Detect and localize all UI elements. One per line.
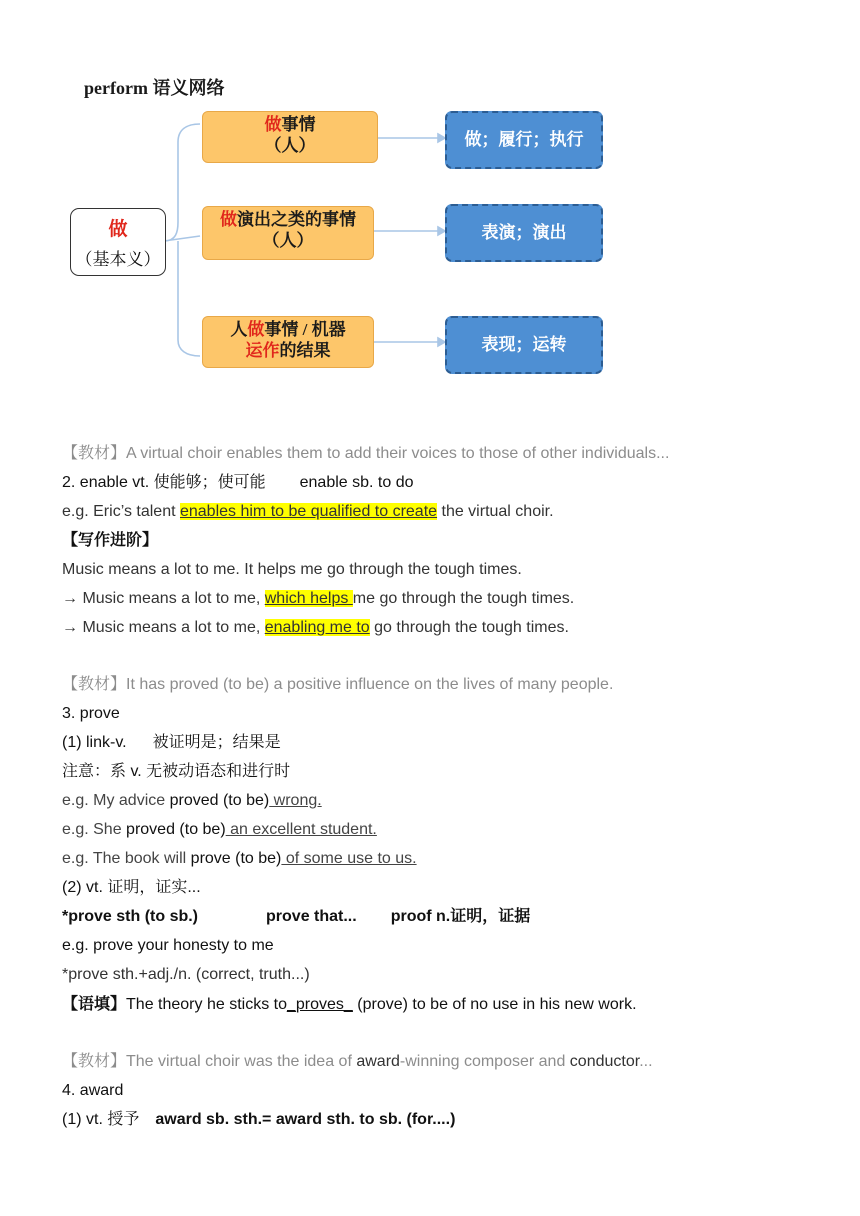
quote-3-end: ...: [639, 1053, 653, 1070]
example-enable-highlight: enables him to be qualified to create: [179, 503, 438, 520]
rewrite-2-end: go through the tough times.: [369, 619, 569, 636]
bracket-curve: [164, 124, 200, 356]
branch-2-keyword: 做: [220, 210, 237, 229]
branch-node-1: [202, 111, 378, 163]
prove-example-3-end: of some use to us.: [281, 850, 417, 867]
entry-prove: 3. prove: [62, 705, 120, 722]
fill-blank-exercise: [62, 994, 637, 1016]
meaning-node-1: 做；履行；执行: [445, 111, 603, 169]
award-sense-1-pattern: award sb. sth.= award sth. to sb. (for....): [155, 1111, 456, 1128]
prove-example-2-start: e.g. She: [62, 821, 127, 838]
fill-blank-start: The theory he sticks to: [126, 996, 287, 1013]
diagram-title: perform 语义网络: [84, 78, 225, 98]
arrow-1: [378, 134, 445, 142]
award-sense-1: [62, 1109, 455, 1131]
prove-example-1-start: e.g. My advice: [62, 792, 170, 809]
textbook-quote-3: [62, 1051, 653, 1073]
prove-example-2-verb: proved (to be): [126, 821, 226, 838]
branch-3-keyword: 做: [247, 320, 265, 339]
branch-1-line1: 事情: [281, 115, 316, 134]
root-node-title: 做: [108, 219, 128, 240]
prove-pattern-1: *prove sth (to sb.): [62, 908, 199, 925]
prove-example-1-verb: proved (to be): [169, 792, 270, 809]
fill-blank-answer: _proves_: [286, 996, 353, 1013]
textbook-quote-2: 【教材】It has proved (to be) a positive influence on the lives of many people.: [62, 676, 614, 693]
prove-example-4: e.g. prove your honesty to me: [62, 937, 274, 954]
branch-node-3: [202, 316, 374, 368]
prove-example-1: [62, 790, 322, 812]
branch-1-keyword: 做: [264, 115, 282, 134]
branch-2-line1: 演出之类的事情: [237, 210, 356, 229]
quote-3-mid: -winning composer and: [399, 1053, 570, 1070]
prove-example-1-end: wrong.: [269, 792, 322, 809]
example-enable: [62, 501, 554, 523]
writing-rewrite-1: [62, 588, 574, 610]
prove-patterns: [62, 906, 530, 928]
writing-advance-heading: 【写作进阶】: [62, 532, 159, 549]
branch-node-2: [202, 206, 374, 260]
branch-2-line2: （人）: [262, 231, 314, 250]
prove-note: 注意：系 v. 无被动语态和进行时: [62, 763, 291, 780]
writing-sentence: Music means a lot to me. It helps me go through the tough times.: [62, 561, 522, 578]
quote-3-award: award: [356, 1053, 400, 1070]
fill-blank-end: (prove) to be of no use in his new work.: [352, 996, 637, 1013]
prove-sense-2: (2) vt. 证明，证实...: [62, 879, 201, 896]
branch-1-line2: （人）: [264, 136, 316, 155]
prove-example-3-verb: prove (to be): [190, 850, 282, 867]
branch-3-line1: 事情 / 机器: [264, 320, 346, 339]
rewrite-1-highlight: which helps: [264, 590, 353, 607]
prove-example-2: [62, 819, 377, 841]
quote-3-conductor: conductor: [569, 1053, 640, 1070]
rewrite-2-highlight: enabling me to: [264, 619, 370, 636]
prove-pattern-2: prove that...: [266, 908, 357, 925]
root-node-subtitle: （基本义）: [75, 250, 161, 269]
rewrite-1-end: me go through the tough times.: [352, 590, 575, 607]
meaning-node-3: 表现；运转: [445, 316, 603, 374]
proof-noun: proof n.证明，证据: [390, 908, 531, 925]
entry-enable-def: 2. enable vt. 使能够；使可能: [62, 474, 266, 491]
fill-blank-label: 【语填】: [62, 996, 127, 1013]
entry-enable-pattern: enable sb. to do: [299, 474, 414, 491]
meaning-node-2: 表演；演出: [445, 204, 603, 262]
prove-sense-1: [62, 732, 281, 754]
arrow-3: [374, 338, 445, 346]
prove-sense-1-def: 被证明是；结果是: [152, 734, 281, 751]
prove-example-2-end: an excellent student.: [225, 821, 377, 838]
prove-example-3-start: e.g. The book will: [62, 850, 191, 867]
quote-3-start: 【教材】The virtual choir was the idea of: [62, 1053, 357, 1070]
entry-enable: [62, 472, 414, 494]
diagram-connectors: [0, 0, 860, 400]
prove-pattern-adj: *prove sth.+adj./n. (correct, truth...): [62, 966, 310, 983]
prove-sense-1-pos: (1) link-v.: [62, 734, 127, 751]
award-sense-1-def: (1) vt. 授予: [62, 1111, 140, 1128]
prove-example-3: [62, 848, 417, 870]
textbook-quote-1: 【教材】A virtual choir enables them to add their voices to those of other individuals...: [62, 445, 670, 462]
example-enable-end: the virtual choir.: [437, 503, 554, 520]
entry-award: 4. award: [62, 1082, 124, 1099]
rewrite-1-start: → Music means a lot to me,: [62, 590, 265, 607]
root-node: [70, 208, 166, 276]
branch-3-keyword-2: 运作: [245, 341, 280, 360]
writing-rewrite-2: [62, 617, 569, 639]
branch-3-prefix: 人: [230, 320, 248, 339]
branch-3-line2: 的结果: [279, 341, 331, 360]
rewrite-2-start: → Music means a lot to me,: [62, 619, 265, 636]
arrow-2: [374, 227, 445, 235]
example-enable-start: e.g. Eric’s talent: [62, 503, 180, 520]
